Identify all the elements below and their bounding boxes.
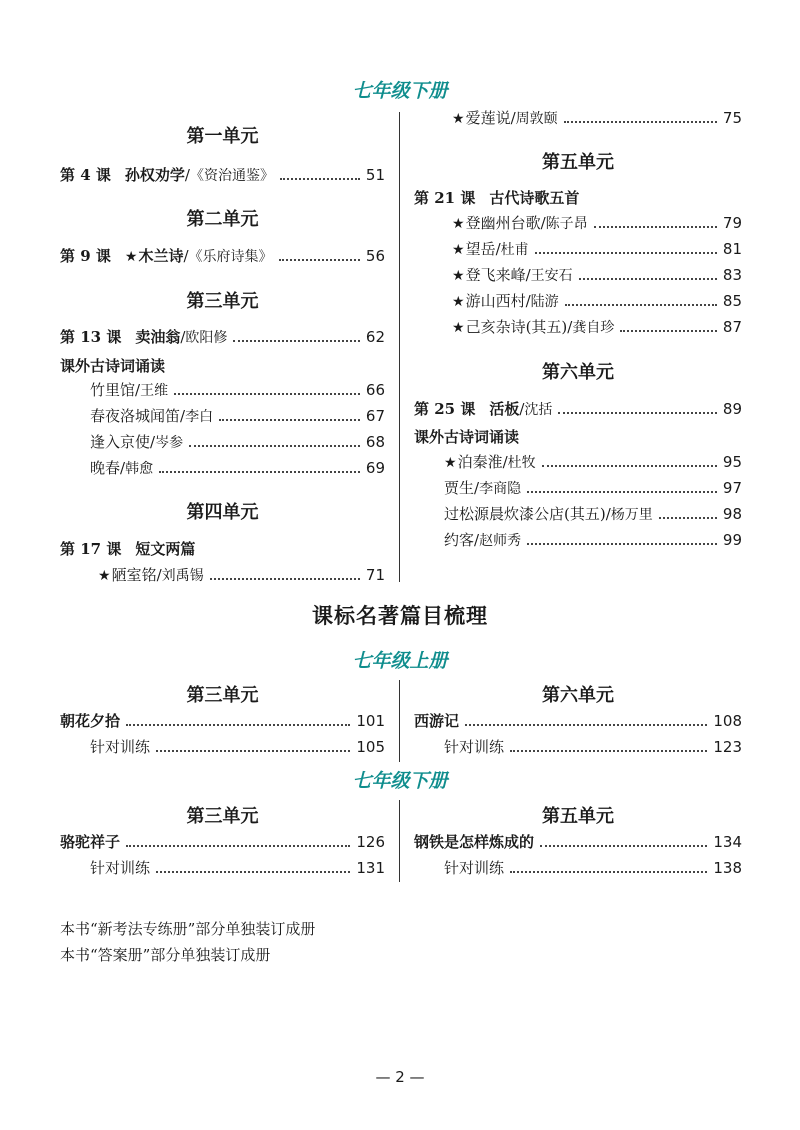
page-number: 98 — [722, 505, 742, 523]
lesson-author: 沈括 — [524, 402, 553, 418]
leader-dots — [527, 543, 717, 545]
toc-entry[interactable]: ★ 泊秦淮 / 杜牧 95 — [444, 451, 742, 473]
extra-reading-heading: 课外古诗词诵读 — [414, 428, 520, 446]
poem-title: 泊秦淮 — [457, 453, 503, 471]
page-number: 66 — [365, 381, 385, 399]
poem-author: 陈子昂 — [545, 216, 588, 232]
poem-author: 杜甫 — [500, 242, 529, 258]
toc-entry[interactable]: 竹里馆 / 王维 66 — [90, 379, 385, 401]
toc-entry[interactable] — [444, 857, 742, 879]
grade-title-top: 七年级下册 — [352, 80, 448, 102]
leader-dots — [233, 340, 360, 342]
unit-heading: 第一单元 — [186, 126, 259, 147]
poem-title: 登飞来峰 — [465, 266, 526, 284]
column-divider — [399, 112, 400, 582]
poem-title: 贾生 — [444, 479, 475, 497]
binding-note: 本书“新考法专练册”部分单独装订成册 — [60, 920, 316, 938]
lesson-title: 短文两篇 — [135, 540, 196, 558]
page-number: 68 — [365, 433, 385, 451]
page-number: 134 — [713, 833, 742, 851]
unit-heading: 第六单元 — [542, 685, 614, 706]
practice-label: 针对训练 — [90, 738, 151, 756]
toc-entry[interactable] — [444, 736, 742, 758]
lesson-author: 《乐府诗集》 — [188, 249, 273, 265]
column-divider — [399, 680, 400, 762]
poem-author: 赵师秀 — [479, 533, 522, 549]
leader-dots — [159, 471, 360, 473]
toc-entry[interactable]: 晚春 / 韩愈 69 — [90, 457, 385, 479]
poem-title: 竹里馆 — [90, 381, 136, 399]
poem-title: 约客 — [444, 531, 475, 549]
leader-dots — [189, 445, 360, 447]
toc-entry[interactable]: 过松源晨炊漆公店(其五) / 杨万里 98 — [444, 503, 742, 525]
lesson-author: 《资治通鉴》 — [189, 168, 274, 184]
page-number: 99 — [722, 531, 742, 549]
toc-entry[interactable]: 约客 / 赵师秀 99 — [444, 529, 742, 551]
page-number: 95 — [722, 453, 742, 471]
toc-entry[interactable]: 第 13 课 卖油翁 / 欧阳修 62 — [60, 326, 385, 348]
practice-label: 针对训练 — [444, 738, 505, 756]
toc-entry[interactable] — [60, 831, 385, 853]
star-icon: ★ — [124, 249, 138, 265]
lesson-title: 古代诗歌五首 — [489, 189, 580, 207]
toc-entry — [60, 538, 385, 560]
page-number: 138 — [713, 859, 742, 877]
poem-title: 过松源晨炊漆公店(其五) — [444, 505, 606, 523]
leader-dots — [465, 724, 707, 726]
poem-author: 龚自珍 — [572, 320, 615, 336]
leader-dots — [535, 252, 717, 254]
leader-dots — [540, 845, 707, 847]
leader-dots — [156, 871, 350, 873]
grade-title: 七年级下册 — [352, 770, 448, 792]
page-number: 123 — [713, 738, 742, 756]
poem-title: 晚春 — [90, 459, 121, 477]
leader-dots — [542, 465, 717, 467]
star-icon: ★ — [452, 216, 465, 232]
star-icon: ★ — [452, 111, 465, 127]
lesson-title: 爱莲说 — [465, 109, 511, 127]
star-icon: ★ — [452, 242, 465, 258]
toc-entry[interactable]: 春夜洛城闻笛 / 李白 67 — [90, 405, 385, 427]
poem-author: 陆游 — [530, 294, 559, 310]
leader-dots — [510, 871, 707, 873]
poem-title: 游山西村 — [465, 292, 526, 310]
page-number: 105 — [356, 738, 385, 756]
star-icon: ★ — [444, 455, 457, 471]
page-footer-number: — 2 — — [375, 1068, 425, 1086]
toc-entry[interactable]: ★ 己亥杂诗(其五) / 龚自珍 87 — [452, 316, 742, 338]
leader-dots — [620, 330, 717, 332]
toc-entry[interactable] — [414, 831, 742, 853]
toc-entry — [414, 187, 742, 209]
toc-entry[interactable]: 第 25 课 活板 / 沈括 89 — [414, 398, 742, 420]
page-number: 131 — [356, 859, 385, 877]
leader-dots — [126, 845, 350, 847]
toc-entry[interactable]: ★ 登飞来峰 / 王安石 83 — [452, 264, 742, 286]
page-number: 67 — [365, 407, 385, 425]
lesson-author: 周敦颐 — [515, 111, 558, 127]
poem-title: 春夜洛城闻笛 — [90, 407, 181, 425]
poem-author: 韩愈 — [125, 461, 154, 477]
leader-dots — [594, 226, 717, 228]
unit-heading: 第五单元 — [542, 806, 614, 827]
book-title: 钢铁是怎样炼成的 — [414, 833, 535, 851]
extra-reading-heading: 课外古诗词诵读 — [60, 357, 166, 375]
unit-heading: 第三单元 — [186, 806, 259, 827]
poem-author: 王维 — [140, 383, 169, 399]
toc-entry[interactable]: 第 4 课 孙权劝学 / 《资治通鉴》 51 — [60, 164, 385, 186]
lesson-author: 欧阳修 — [185, 330, 228, 346]
poem-author: 岑参 — [155, 435, 184, 451]
leader-dots — [564, 121, 717, 123]
practice-label: 针对训练 — [90, 859, 151, 877]
leader-dots — [280, 178, 360, 180]
page-number: 69 — [365, 459, 385, 477]
page-number: 75 — [722, 109, 742, 127]
leader-dots — [219, 419, 360, 421]
unit-heading: 第二单元 — [186, 209, 259, 230]
lesson-number: 第 13 课 — [60, 328, 122, 346]
toc-entry[interactable]: 逢入京使 / 岑参 68 — [90, 431, 385, 453]
book-title: 西游记 — [414, 712, 460, 730]
toc-entry[interactable] — [90, 736, 385, 758]
star-icon: ★ — [452, 320, 465, 336]
page-number: 108 — [713, 712, 742, 730]
page-number: 79 — [722, 214, 742, 232]
lesson-number: 第 4 课 — [60, 166, 111, 184]
page-number: 101 — [356, 712, 385, 730]
page-number: 83 — [722, 266, 742, 284]
leader-dots — [156, 750, 350, 752]
leader-dots — [579, 278, 717, 280]
page-number: 87 — [722, 318, 742, 336]
toc-entry[interactable]: ★ 游山西村 / 陆游 85 — [452, 290, 742, 312]
leader-dots — [210, 578, 360, 580]
star-icon: ★ — [452, 268, 465, 284]
poem-title: 登幽州台歌 — [465, 214, 541, 232]
toc-entry[interactable] — [414, 710, 742, 732]
page-number: 56 — [365, 247, 385, 265]
lesson-number: 第 17 课 — [60, 540, 122, 558]
lesson-title: 孙权劝学 — [124, 166, 185, 184]
lesson-title: 陋室铭 — [111, 566, 157, 584]
star-icon: ★ — [98, 568, 111, 584]
poem-author: 王安石 — [530, 268, 573, 284]
star-icon: ★ — [452, 294, 465, 310]
lesson-author: 刘禹锡 — [161, 568, 204, 584]
lesson-title: 木兰诗 — [138, 247, 184, 265]
page-number: 85 — [722, 292, 742, 310]
toc-entry[interactable]: 第 9 课 ★ 木兰诗 / 《乐府诗集》 56 — [60, 245, 385, 267]
lesson-number: 第 9 课 — [60, 247, 111, 265]
page-number: 62 — [365, 328, 385, 346]
page-number: 89 — [722, 400, 742, 418]
unit-heading: 第六单元 — [542, 362, 614, 383]
unit-heading: 第四单元 — [186, 502, 259, 523]
poem-author: 杨万里 — [610, 507, 653, 523]
poem-author: 李白 — [185, 409, 214, 425]
leader-dots — [565, 304, 717, 306]
column-divider — [399, 800, 400, 882]
leader-dots — [558, 412, 717, 414]
page-number: 81 — [722, 240, 742, 258]
toc-entry[interactable]: ★ 爱莲说 / 周敦颐 75 — [452, 107, 742, 129]
leader-dots — [279, 259, 360, 261]
page-number: 126 — [356, 833, 385, 851]
section-title: 课标名著篇目梳理 — [312, 603, 488, 628]
book-title: 朝花夕拾 — [60, 712, 121, 730]
leader-dots — [510, 750, 707, 752]
page-number: 97 — [722, 479, 742, 497]
practice-label: 针对训练 — [444, 859, 505, 877]
leader-dots — [659, 517, 717, 519]
lesson-title: 卖油翁 — [135, 328, 181, 346]
unit-heading: 第三单元 — [186, 291, 259, 312]
leader-dots — [126, 724, 350, 726]
leader-dots — [174, 393, 360, 395]
toc-entry[interactable]: ★ 登幽州台歌 / 陈子昂 79 — [452, 212, 742, 234]
toc-entry[interactable] — [60, 710, 385, 732]
binding-note: 本书“答案册”部分单独装订成册 — [60, 946, 271, 964]
grade-title: 七年级上册 — [352, 650, 448, 672]
poem-author: 李商隐 — [479, 481, 522, 497]
toc-entry[interactable]: 贾生 / 李商隐 97 — [444, 477, 742, 499]
toc-entry[interactable] — [90, 857, 385, 879]
unit-heading: 第三单元 — [186, 685, 259, 706]
poem-title: 逢入京使 — [90, 433, 151, 451]
unit-heading: 第五单元 — [542, 152, 614, 173]
page-number: 51 — [365, 166, 385, 184]
poem-title: 己亥杂诗(其五) — [465, 318, 568, 336]
toc-entry[interactable]: ★ 陋室铭 / 刘禹锡 71 — [98, 564, 385, 586]
lesson-title: 活板 — [489, 400, 520, 418]
leader-dots — [527, 491, 717, 493]
book-title: 骆驼祥子 — [60, 833, 121, 851]
page-number: 71 — [365, 566, 385, 584]
poem-author: 杜牧 — [507, 455, 536, 471]
toc-entry[interactable]: ★ 望岳 / 杜甫 81 — [452, 238, 742, 260]
lesson-number: 第 25 课 — [414, 400, 476, 418]
poem-title: 望岳 — [465, 240, 496, 258]
lesson-number: 第 21 课 — [414, 189, 476, 207]
